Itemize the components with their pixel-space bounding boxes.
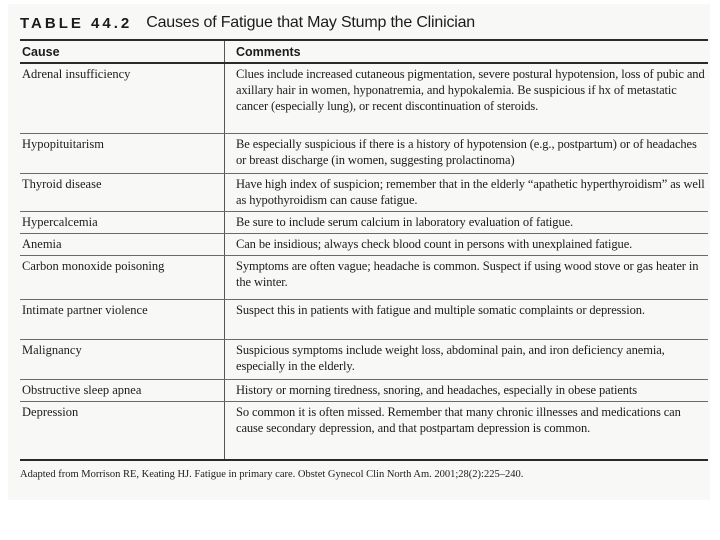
cause-cell: Obstructive sleep apnea — [22, 383, 142, 397]
table-title-bar — [20, 8, 708, 38]
cause-cell: Adrenal insufficiency — [22, 67, 131, 81]
comment-cell: History or morning tiredness, snoring, and headaches, especially in obese patients — [236, 383, 638, 397]
table-title: Causes of Fatigue that May Stump the Clinician — [146, 14, 475, 31]
scanned-page — [8, 4, 710, 500]
cause-cell: Intimate partner violence — [22, 303, 148, 317]
bottom-rule — [20, 459, 708, 461]
table-row — [20, 300, 708, 340]
cause-cell: Depression — [22, 405, 79, 419]
table-row — [20, 212, 708, 234]
cause-cell: Carbon monoxide poisoning — [22, 259, 165, 273]
table-row — [20, 134, 708, 174]
cause-cell: Hypopituitarism — [22, 137, 104, 151]
comment-cell: Symptoms are often vague; headache is common. Suspect if using wood stove or gas heater in the winter. — [236, 259, 699, 289]
cause-cell: Thyroid disease — [22, 177, 102, 191]
comment-cell: So common it is often missed. Remember that many chronic illnesses and medications can cause secondary depression, and that postpartam depression is common. — [236, 405, 681, 435]
table-row — [20, 174, 708, 212]
source-citation: Adapted from Morrison RE, Keating HJ. Fatigue in primary care. Obstet Gynecol Clin North Am. 2001;28(2):225–240. — [20, 469, 524, 480]
comment-cell: Be especially suspicious if there is a history of hypotension (e.g., postpartum) or of headaches or breast discharge (in women, suggesting prolactinoma) — [236, 137, 697, 167]
comment-cell: Have high index of suspicion; remember that in the elderly “apathetic hyperthyroidism” as well as hypothyroidism can cause fatigue. — [236, 177, 705, 207]
table-row — [20, 380, 708, 402]
comment-cell: Can be insidious; always check blood count in persons with unexplained fatigue. — [236, 237, 633, 251]
table-row — [20, 234, 708, 256]
table-number: TABLE 44.2 — [20, 14, 133, 32]
top-rule — [20, 39, 708, 41]
header-cause: Cause — [22, 45, 60, 59]
comment-cell: Suspect this in patients with fatigue and multiple somatic complaints or depression. — [236, 303, 645, 317]
comment-cell: Be sure to include serum calcium in laboratory evaluation of fatigue. — [236, 215, 574, 229]
header-comments: Comments — [236, 45, 301, 59]
table-row — [20, 340, 708, 380]
cause-cell: Hypercalcemia — [22, 215, 98, 229]
table-row — [20, 402, 708, 458]
comment-cell: Clues include increased cutaneous pigmentation, severe postural hypotension, loss of pubic and axillary hair in women, hyponatremia, and hypokalemia. Be suspicious if hx of metastatic cancer (especially lung), or recent discontinuation of steroids. — [236, 67, 705, 113]
table-row — [20, 64, 708, 134]
comment-cell: Suspicious symptoms include weight loss, abdominal pain, and iron deficiency anemia, especially in the elderly. — [236, 343, 665, 373]
cause-cell: Anemia — [22, 237, 62, 251]
table-row — [20, 256, 708, 300]
cause-cell: Malignancy — [22, 343, 82, 357]
